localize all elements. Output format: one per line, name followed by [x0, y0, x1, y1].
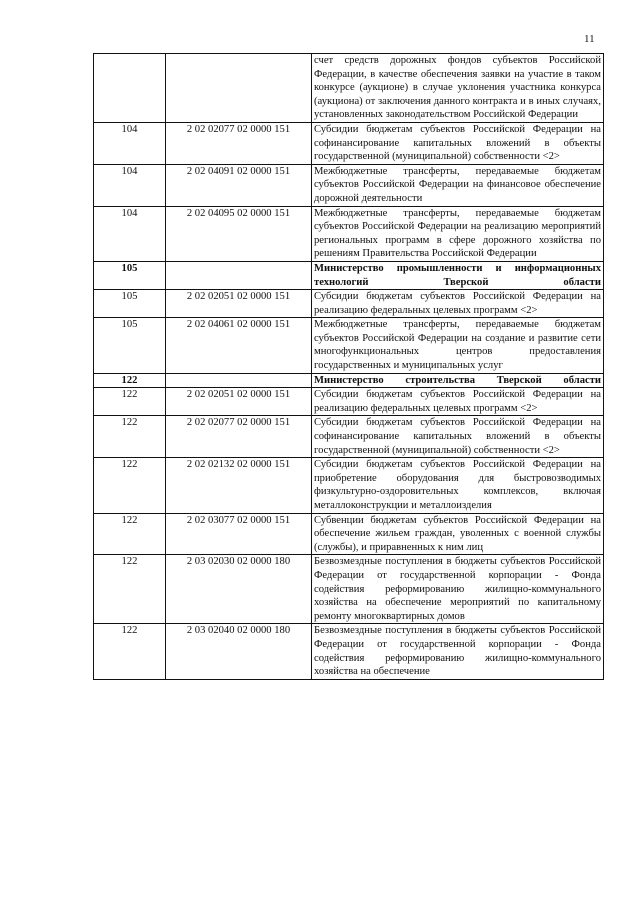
- admin-code-cell: 104: [94, 122, 166, 164]
- table-section-header-row: [94, 261, 604, 289]
- table-row: [94, 290, 604, 318]
- revenue-code-cell: 2 02 02077 02 0000 151: [166, 122, 312, 164]
- revenue-name-cell: Безвозмездные поступления в бюджеты субъектов Российской Федерации от государственной корпорации - Фонда содействия реформированию жилищно-коммунального хозяйства на обеспечение: [312, 624, 604, 679]
- revenue-name-cell: Субсидии бюджетам субъектов Российской Федерации на софинансирование капитальных вложений в объекты государственной (муниципальной) собственности <2>: [312, 122, 604, 164]
- revenue-name-cell: Министерство строительства Тверской области: [312, 373, 604, 388]
- revenue-name-cell: Межбюджетные трансферты, передаваемые бюджетам субъектов Российской Федерации на реализацию мероприятий региональных программ в сфере дорожного хозяйства по решениям Правительства Российской Федерации: [312, 206, 604, 261]
- admin-code-cell: 105: [94, 318, 166, 373]
- table-row: [94, 318, 604, 373]
- revenue-name-cell: Субсидии бюджетам субъектов Российской Федерации на реализацию федеральных целевых программ <2>: [312, 290, 604, 318]
- revenue-name-cell: Субсидии бюджетам субъектов Российской Федерации на софинансирование капитальных вложений в объекты государственной (муниципальной) собственности <2>: [312, 416, 604, 458]
- admin-code-cell: 122: [94, 513, 166, 555]
- revenue-code-cell: [166, 373, 312, 388]
- revenue-name-cell: Межбюджетные трансферты, передаваемые бюджетам субъектов Российской Федерации на финансовое обеспечение дорожной деятельности: [312, 164, 604, 206]
- revenue-code-cell: 2 02 02132 02 0000 151: [166, 458, 312, 513]
- revenue-code-cell: 2 02 04061 02 0000 151: [166, 318, 312, 373]
- revenue-code-cell: 2 03 02040 02 0000 180: [166, 624, 312, 679]
- table-row: [94, 388, 604, 416]
- revenue-name-cell: Безвозмездные поступления в бюджеты субъектов Российской Федерации от государственной корпорации - Фонда содействия реформированию жилищно-коммунального хозяйства на обеспечение мероприятий по капитальному ремонту многоквартирных домов: [312, 555, 604, 624]
- table-row: [94, 164, 604, 206]
- admin-code-cell: 122: [94, 624, 166, 679]
- admin-code-cell: 122: [94, 555, 166, 624]
- admin-code-cell: 105: [94, 261, 166, 289]
- revenue-name-cell: Министерство промышленности и информационных технологий Тверской области: [312, 261, 604, 289]
- admin-code-cell: 104: [94, 164, 166, 206]
- revenue-code-cell: 2 02 03077 02 0000 151: [166, 513, 312, 555]
- revenue-code-cell: 2 02 02077 02 0000 151: [166, 416, 312, 458]
- admin-code-cell: 122: [94, 388, 166, 416]
- revenue-code-cell: [166, 261, 312, 289]
- admin-code-cell: 122: [94, 416, 166, 458]
- table-row: [94, 555, 604, 624]
- revenue-code-cell: [166, 54, 312, 123]
- budget-revenue-table: [93, 53, 604, 680]
- revenue-code-cell: 2 02 04091 02 0000 151: [166, 164, 312, 206]
- admin-code-cell: 122: [94, 373, 166, 388]
- table-section-header-row: [94, 373, 604, 388]
- admin-code-cell: 104: [94, 206, 166, 261]
- revenue-name-cell: Межбюджетные трансферты, передаваемые бюджетам субъектов Российской Федерации на создание и развитие сети многофункциональных центров предоставления государственных и муниципальных услуг: [312, 318, 604, 373]
- table-row: [94, 54, 604, 123]
- table-row: [94, 513, 604, 555]
- revenue-code-cell: 2 02 02051 02 0000 151: [166, 388, 312, 416]
- revenue-name-cell: Субсидии бюджетам субъектов Российской Федерации на реализацию федеральных целевых программ <2>: [312, 388, 604, 416]
- page-number: 11: [584, 33, 595, 45]
- revenue-name-cell: Субвенции бюджетам субъектов Российской Федерации на обеспечение жильем граждан, уволенных с военной службы (службы), и приравненных к ним лиц: [312, 513, 604, 555]
- revenue-code-cell: 2 02 02051 02 0000 151: [166, 290, 312, 318]
- revenue-name-cell: Субсидии бюджетам субъектов Российской Федерации на приобретение оборудования для быстровозводимых физкультурно-оздоровительных комплексов, включая металлоконструкции и металлоизделия: [312, 458, 604, 513]
- table-row: [94, 206, 604, 261]
- revenue-name-cell: счет средств дорожных фондов субъектов Российской Федерации, в качестве обеспечения заявки на участие в таком конкурсе (аукционе) в случае уклонения участника конкурса (аукциона) от заключения данного контракта и в иных случаях, установленных законодательством Российской Федерации: [312, 54, 604, 123]
- table-row: [94, 458, 604, 513]
- table-row: [94, 624, 604, 679]
- revenue-code-cell: 2 02 04095 02 0000 151: [166, 206, 312, 261]
- admin-code-cell: [94, 54, 166, 123]
- table-row: [94, 122, 604, 164]
- table-row: [94, 416, 604, 458]
- admin-code-cell: 122: [94, 458, 166, 513]
- revenue-code-cell: 2 03 02030 02 0000 180: [166, 555, 312, 624]
- admin-code-cell: 105: [94, 290, 166, 318]
